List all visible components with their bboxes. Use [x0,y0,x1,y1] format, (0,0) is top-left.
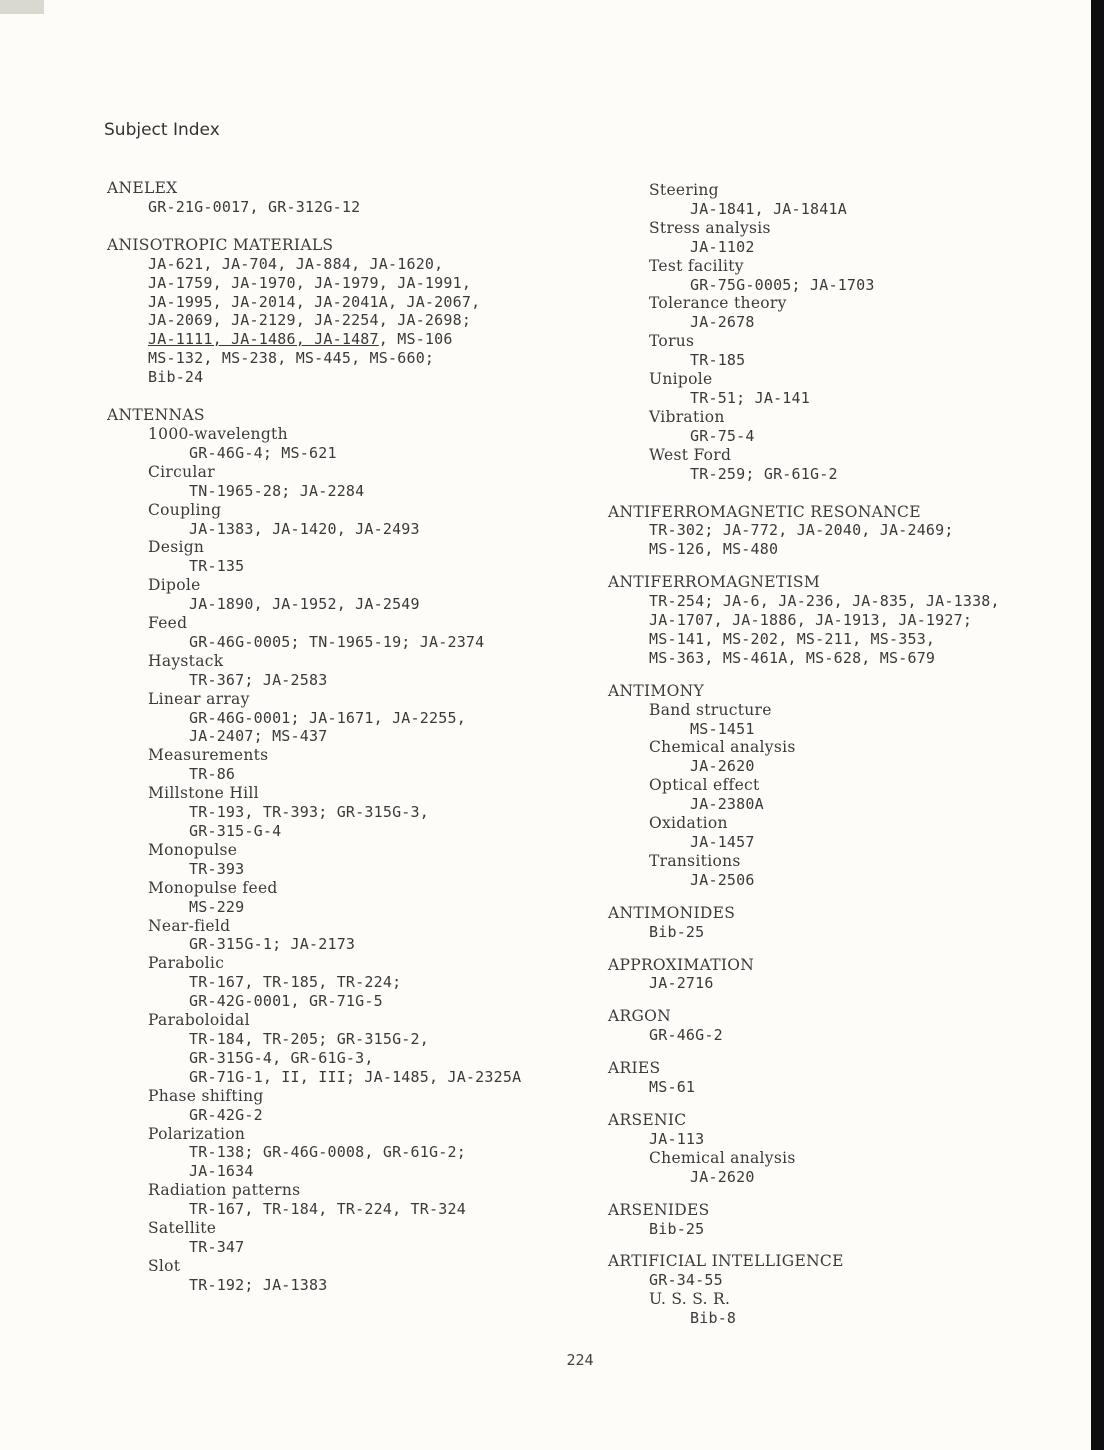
entry-spacer [608,1097,1000,1111]
index-reference: JA-113 [649,1129,705,1148]
index-reference: TR-347 [189,1237,245,1256]
entry-spacer [107,217,521,236]
index-reference: JA-1841, JA-1841A [690,199,847,218]
index-subheading: Polarization [148,1124,246,1143]
index-heading: ARSENIDES [608,1200,710,1219]
index-reference: GR-315G-1; JA-2173 [189,935,356,954]
index-subheading: Linear array [148,689,250,708]
index-reference: JA-1890, JA-1952, JA-2549 [189,595,420,614]
index-heading: ARGON [608,1007,672,1026]
index-subheading: Chemical analysis [649,738,796,757]
index-subheading: Tolerance theory [649,294,787,313]
index-reference: JA-1102 [690,237,755,256]
index-reference: GR-315-G-4 [189,822,282,840]
index-reference: Bib-25 [649,922,705,941]
index-reference: TR-259; GR-61G-2 [690,464,838,483]
index-heading: ANTIFERROMAGNETIC RESONANCE [608,502,921,521]
page-number: 224 [566,1351,594,1369]
index-reference: GR-46G-0001; JA-1671, JA-2255, [189,708,466,727]
index-reference: JA-1995, JA-2014, JA-2041A, JA-2067, [148,292,481,311]
index-reference: TR-192; JA-1383 [189,1275,328,1294]
index-heading: ANTIMONY [608,681,704,700]
index-subheading: Haystack [148,651,224,670]
index-column-left [107,179,521,1295]
index-reference: TR-86 [189,765,236,784]
index-reference: MS-1451 [690,719,755,738]
index-subheading: Band structure [649,700,772,719]
underlined-references: JA-1111, JA-1486, JA-1487 [148,330,379,349]
index-reference: GR-42G-2 [189,1105,263,1124]
index-heading: ARTIFICIAL INTELLIGENCE [608,1252,844,1271]
index-reference: GR-71G-1, II, III; JA-1485, JA-2325A [189,1067,522,1086]
index-reference: MS-141, MS-202, MS-211, MS-353, [649,629,936,648]
index-reference: TR-254; JA-6, JA-236, JA-835, JA-1338, [649,592,1000,611]
scan-corner-mark [0,0,44,14]
index-reference: JA-2069, JA-2129, JA-2254, JA-2698; [148,311,472,330]
index-reference: TR-193, TR-393; GR-315G-3, [189,803,429,822]
index-heading: ARSENIC [608,1110,687,1129]
entry-spacer [608,942,1000,956]
index-heading: ANISOTROPIC MATERIALS [107,235,334,254]
index-subheading: Parabolic [148,954,225,973]
index-subheading: Slot [148,1256,181,1275]
index-subheading: Transitions [649,851,741,870]
entry-spacer [608,1238,1000,1252]
index-reference: TR-367; JA-2583 [189,670,328,689]
index-reference: TR-184, TR-205; GR-315G-2, [189,1029,429,1048]
index-reference: JA-621, JA-704, JA-884, JA-1620, [148,254,444,273]
index-subheading: Torus [649,332,695,351]
entry-spacer [608,993,1000,1007]
index-subheading: Monopulse [148,840,238,859]
index-heading: ARIES [608,1059,661,1078]
index-reference: JA-2620 [690,757,755,776]
entry-spacer [608,484,1000,503]
index-subheading: Stress analysis [649,218,771,237]
page-title: Subject Index [104,120,220,140]
index-subheading: Steering [649,181,719,199]
index-column-right [608,181,1000,1328]
index-reference: TR-393 [189,859,245,878]
index-reference: Bib-24 [148,368,204,387]
index-reference: MS-229 [189,897,245,916]
index-reference: TN-1965-28; JA-2284 [189,481,365,500]
index-subheading: Paraboloidal [148,1011,250,1030]
index-subheading: U. S. S. R. [649,1290,731,1309]
index-subheading: Vibration [649,407,725,426]
scan-edge-bar [1091,0,1104,1450]
index-subheading: Circular [148,462,215,481]
index-reference: JA-1457 [690,833,755,851]
index-reference: TR-167, TR-185, TR-224; [189,973,402,992]
index-reference: JA-1383, JA-1420, JA-2493 [189,519,420,538]
index-heading: ANELEX [107,179,178,197]
index-reference: MS-363, MS-461A, MS-628, MS-679 [649,648,936,667]
index-subheading: Chemical analysis [649,1148,796,1167]
index-reference: JA-2620 [690,1167,755,1186]
index-reference: GR-46G-2 [649,1026,723,1045]
index-reference: TR-51; JA-141 [690,388,810,407]
index-subheading: Monopulse feed [148,878,278,897]
index-reference: GR-46G-4; MS-621 [189,443,337,462]
index-subheading: Oxidation [649,814,728,833]
index-reference: MS-126, MS-480 [649,540,779,559]
index-reference: JA-1111, JA-1486, JA-1487, MS-106 [148,330,453,349]
index-reference: Bib-8 [690,1309,737,1328]
entry-spacer [107,387,521,406]
entry-spacer [608,1045,1000,1059]
index-subheading: Millstone Hill [148,784,259,803]
index-reference: JA-2678 [690,313,755,332]
index-heading: APPROXIMATION [608,955,755,974]
index-reference: TR-135 [189,557,245,576]
index-reference: GR-46G-0005; TN-1965-19; JA-2374 [189,632,485,651]
index-subheading: Optical effect [649,776,760,795]
index-heading: ANTIMONIDES [608,903,736,922]
index-reference: GR-42G-0001, GR-71G-5 [189,992,383,1011]
index-reference: JA-1634 [189,1162,254,1181]
index-reference: JA-1759, JA-1970, JA-1979, JA-1991, [148,273,472,292]
index-reference: TR-138; GR-46G-0008, GR-61G-2; [189,1143,466,1162]
index-subheading: Design [148,538,205,557]
index-reference: TR-167, TR-184, TR-224, TR-324 [189,1200,466,1219]
index-subheading: Feed [148,614,188,633]
index-reference: GR-315G-4, GR-61G-3, [189,1048,374,1067]
index-reference: JA-2407; MS-437 [189,727,328,746]
index-reference: JA-2716 [649,974,714,993]
index-reference: TR-302; JA-772, JA-2040, JA-2469; [649,521,954,540]
index-reference: TR-185 [690,351,746,370]
entry-spacer [608,1187,1000,1201]
index-reference: MS-61 [649,1078,696,1097]
index-subheading: Coupling [148,500,222,519]
index-subheading: 1000-wavelength [148,424,288,443]
index-reference: JA-1707, JA-1886, JA-1913, JA-1927; [649,611,973,630]
index-subheading: West Ford [649,445,732,464]
index-subheading: Radiation patterns [148,1181,301,1200]
index-heading: ANTIFERROMAGNETISM [608,573,821,592]
entry-spacer [608,559,1000,573]
index-subheading: Near-field [148,916,231,935]
index-subheading: Phase shifting [148,1086,264,1105]
index-subheading: Unipole [649,370,713,389]
index-subheading: Dipole [148,576,201,595]
index-reference: Bib-25 [649,1219,705,1238]
index-reference: MS-132, MS-238, MS-445, MS-660; [148,349,435,368]
entry-spacer [608,668,1000,682]
index-reference: JA-2506 [690,870,755,889]
index-reference: GR-75-4 [690,426,755,445]
entry-spacer [608,890,1000,904]
index-reference: GR-21G-0017, GR-312G-12 [148,197,361,216]
index-subheading: Satellite [148,1219,217,1238]
index-subheading: Measurements [148,746,269,765]
index-subheading: Test facility [649,256,744,275]
index-reference: GR-75G-0005; JA-1703 [690,275,875,294]
index-reference: JA-2380A [690,795,764,814]
index-heading: ANTENNAS [107,406,205,425]
index-reference: GR-34-55 [649,1271,723,1290]
